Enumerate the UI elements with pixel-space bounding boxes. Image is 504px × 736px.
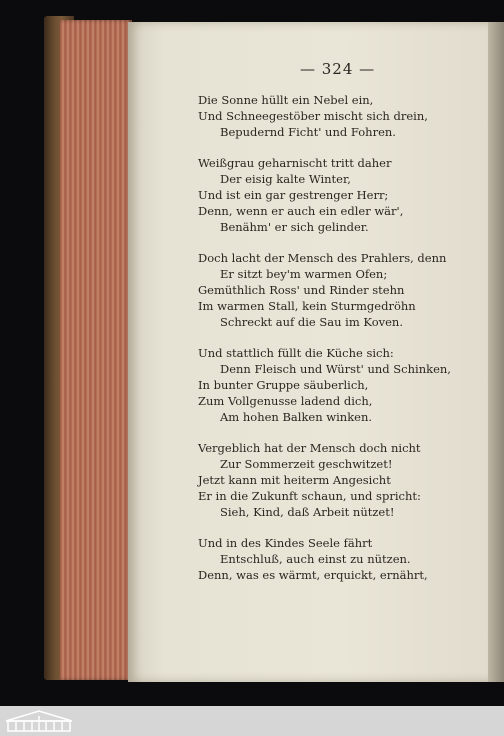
poem-line: Und Schneegestöber mischt sich drein, [198, 109, 428, 123]
page-number: — 324 — [300, 60, 376, 78]
poem-line: Und in des Kindes Seele fährt [198, 536, 373, 550]
poem-line: Sieh, Kind, daß Arbeit nützet! [220, 505, 395, 519]
poem-line: Die Sonne hüllt ein Nebel ein, [198, 93, 374, 107]
stanza [198, 155, 488, 235]
poem-line: In bunter Gruppe säuberlich, [198, 378, 369, 392]
poem-line: Vergeblich hat der Mensch doch nicht [198, 441, 421, 455]
poem-line: Am hohen Balken winken. [220, 410, 373, 424]
poem-line: Schreckt auf die Sau im Koven. [220, 315, 403, 329]
viewer-footer-bar [0, 706, 504, 736]
poem-line: Entschluß, auch einst zu nützen. [220, 552, 411, 566]
poem-line: Denn, wenn er auch ein edler wär', [198, 204, 404, 218]
poem-line: Jetzt kann mit heiterm Angesicht [198, 473, 391, 487]
stanza [198, 440, 488, 520]
poem-line: Zum Vollgenusse ladend dich, [198, 394, 373, 408]
poem-line: Benähm' er sich gelinder. [220, 220, 369, 234]
poem-line: Denn, was es wärmt, erquickt, ernährt, [198, 568, 428, 582]
poem-line: Und ist ein gar gestrenger Herr; [198, 188, 389, 202]
poem-line: Gemüthlich Ross' und Rinder stehn [198, 283, 405, 297]
page-edges [60, 20, 132, 680]
poem-line: Denn Fleisch und Würst' und Schinken, [220, 362, 451, 376]
library-building-logo [4, 709, 74, 733]
poem-line: Weißgrau geharnischt tritt daher [198, 156, 392, 170]
poem-line: Im warmen Stall, kein Sturmgedröhn [198, 299, 416, 313]
poem-line: Doch lacht der Mensch des Prahlers, denn [198, 251, 447, 265]
stanza [198, 535, 488, 583]
stanza [198, 92, 488, 140]
poem-line: Bepudernd Ficht' und Fohren. [220, 125, 396, 139]
stanza [198, 250, 488, 330]
stanza [198, 345, 488, 425]
poem-line: Er sitzt bey'm warmen Ofen; [220, 267, 388, 281]
page-right-edge [488, 22, 504, 682]
poem-line: Zur Sommerzeit geschwitzet! [220, 457, 393, 471]
poem-line: Der eisig kalte Winter, [220, 172, 351, 186]
poem-text [198, 92, 488, 598]
poem-line: Er in die Zukunft schaun, und spricht: [198, 489, 421, 503]
poem-line: Und stattlich füllt die Küche sich: [198, 346, 394, 360]
